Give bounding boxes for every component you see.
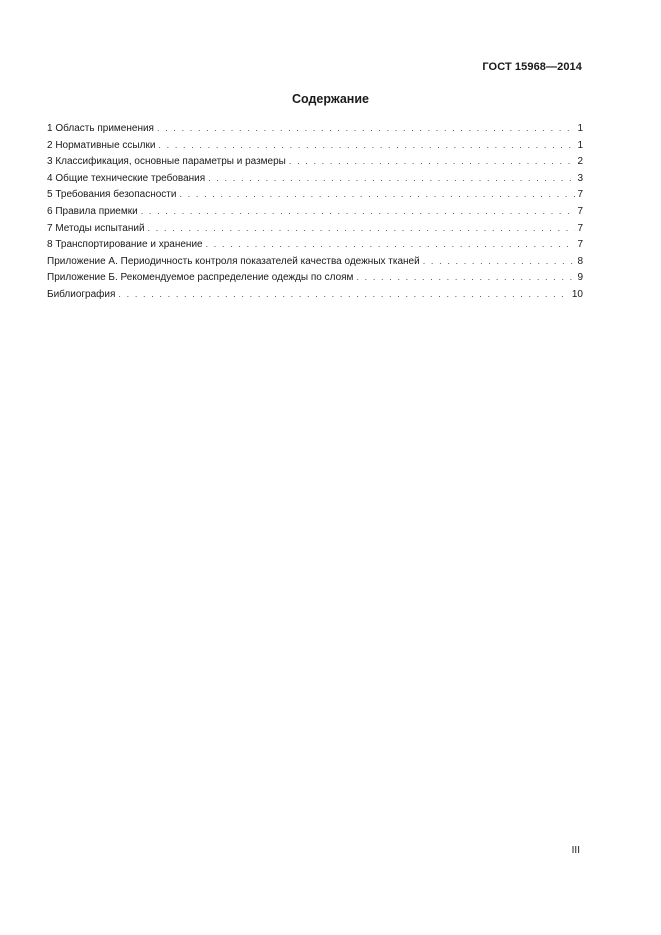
toc-dot-leader xyxy=(179,186,575,203)
toc-entry-page: 7 xyxy=(577,205,583,217)
document-code: ГОСТ 15968—2014 xyxy=(482,61,582,73)
toc-dot-leader xyxy=(423,253,576,270)
toc-entry-label: 5 Требования безопасности xyxy=(47,189,177,201)
toc-dot-leader xyxy=(148,220,576,237)
toc-entry[interactable] xyxy=(47,186,583,203)
toc-entry-label: 7 Методы испытаний xyxy=(47,222,145,234)
toc-entry-label: 2 Нормативные ссылки xyxy=(47,139,156,151)
toc-entry[interactable] xyxy=(47,236,583,253)
toc-entry[interactable] xyxy=(47,153,583,170)
toc-title: Содержание xyxy=(291,92,369,106)
toc-entry-label: 3 Классификация, основные параметры и размеры xyxy=(47,156,286,168)
toc-entry[interactable] xyxy=(47,137,583,154)
toc-entry-page: 2 xyxy=(577,156,583,168)
toc-dot-leader xyxy=(206,236,576,253)
toc-entry-page: 1 xyxy=(577,139,583,151)
toc-entry-label: 1 Область применения xyxy=(47,123,154,134)
toc-entry-label: Приложение А. Периодичность контроля показателей качества одежных тканей xyxy=(47,255,420,267)
toc-entry-label: Приложение Б. Рекомендуемое распределение одежды по слоям xyxy=(47,272,354,284)
toc-entry[interactable] xyxy=(47,203,583,220)
toc-entry-label: Библиография xyxy=(47,288,116,300)
toc-entry[interactable] xyxy=(47,220,583,237)
toc-dot-leader xyxy=(158,137,575,154)
toc-dot-leader xyxy=(141,203,576,220)
toc-entry-label: 8 Транспортирование и хранение xyxy=(47,239,203,251)
toc-entry-label: 4 Общие технические требования xyxy=(47,172,206,184)
toc-entry-page: 7 xyxy=(577,222,583,234)
toc-entry[interactable] xyxy=(47,269,583,286)
table-of-contents xyxy=(47,120,583,303)
toc-entry-page: 3 xyxy=(577,172,583,184)
toc-entry-page: 8 xyxy=(577,255,583,267)
toc-entry[interactable] xyxy=(47,170,583,187)
toc-entry-page: 1 xyxy=(577,123,583,134)
toc-entry[interactable] xyxy=(47,253,583,270)
toc-dot-leader xyxy=(157,120,575,137)
toc-dot-leader xyxy=(118,286,569,303)
toc-entry-page: 7 xyxy=(577,239,583,251)
page-number: III xyxy=(571,845,580,856)
toc-entry[interactable] xyxy=(47,120,583,137)
toc-entry-label: 6 Правила приемки xyxy=(47,205,138,217)
toc-dot-leader xyxy=(289,153,576,170)
toc-dot-leader xyxy=(208,170,575,187)
toc-entry-page: 9 xyxy=(577,272,583,284)
toc-entry[interactable] xyxy=(47,286,583,303)
toc-entry-page: 10 xyxy=(571,288,583,300)
toc-entry-page: 7 xyxy=(577,189,583,201)
toc-dot-leader xyxy=(356,269,575,286)
